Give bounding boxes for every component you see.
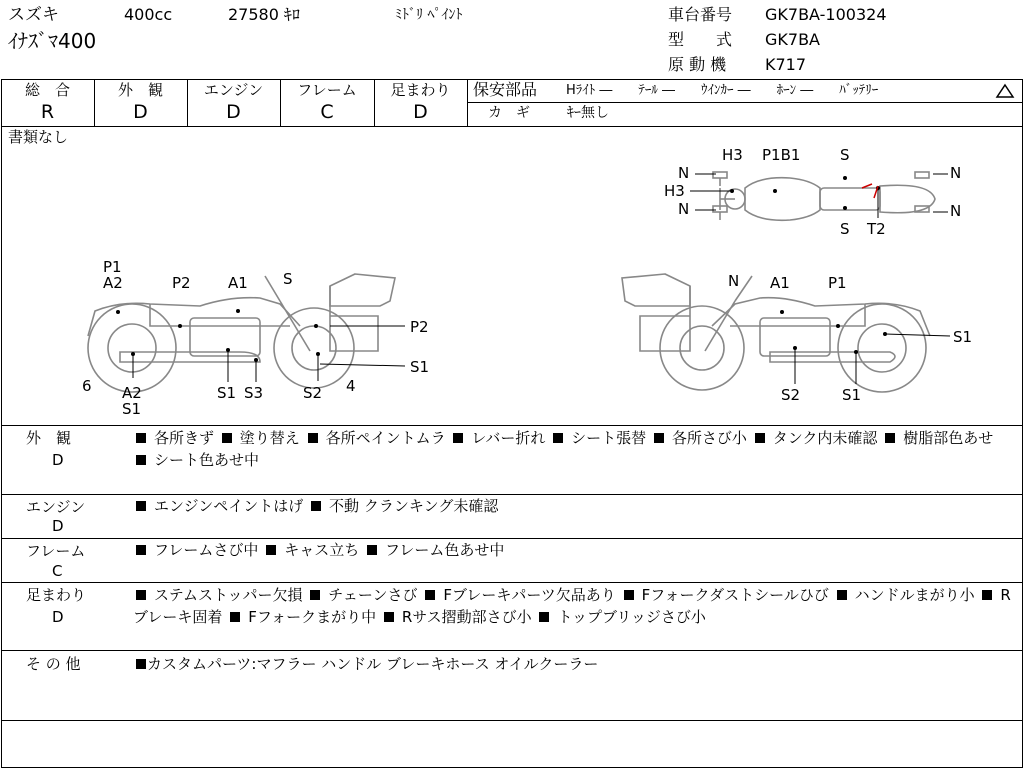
defect-item: 塗り替え bbox=[239, 429, 300, 447]
defect-item: キャス立ち bbox=[284, 541, 360, 559]
bullet-square-icon bbox=[654, 433, 664, 443]
grade-engine-label: エンジン bbox=[203, 81, 264, 99]
grade-overall-label: 総 合 bbox=[24, 81, 70, 99]
frame-no-label: 車台番号 bbox=[668, 5, 733, 24]
section-label: 足まわり bbox=[26, 586, 87, 604]
section-items bbox=[133, 539, 1013, 561]
section-label: 外 観 bbox=[26, 429, 72, 447]
label-t2: T2 bbox=[867, 220, 886, 238]
defect-item: フレーム色あせ中 bbox=[384, 541, 505, 559]
label-h3: H3 bbox=[664, 182, 685, 200]
bullet-square-icon bbox=[539, 612, 549, 622]
defect-item: チェーンさび bbox=[328, 586, 418, 604]
defect-item: Fフォークダストシールひび bbox=[641, 586, 829, 604]
defect-item: Rブレーキ固着 bbox=[133, 586, 1011, 626]
label-4: 4 bbox=[346, 377, 356, 395]
bullet-square-icon bbox=[136, 455, 146, 465]
section-label: エンジン bbox=[26, 498, 86, 516]
label-a2: A2 bbox=[103, 274, 123, 292]
label-s: S bbox=[840, 146, 850, 164]
label-p2: P2 bbox=[172, 274, 191, 292]
defect-item: 不動 クランキング未確認 bbox=[329, 497, 499, 515]
key-label: カ ギ bbox=[488, 105, 530, 121]
bullet-square-icon bbox=[308, 433, 318, 443]
label-s1: S1 bbox=[217, 384, 237, 402]
section-items bbox=[133, 584, 1013, 628]
label-n: N bbox=[728, 272, 740, 290]
label-n: N bbox=[678, 200, 690, 218]
bullet-square-icon bbox=[384, 612, 394, 622]
type-value: GK7BA bbox=[765, 30, 820, 49]
label-s1: S1 bbox=[122, 400, 142, 418]
safety-label: 保安部品 bbox=[473, 80, 538, 99]
bullet-square-icon bbox=[367, 545, 377, 555]
label-s: S bbox=[840, 220, 850, 238]
defect-item: カスタムパーツ:マフラー ハンドル ブレーキホース オイルクーラー bbox=[147, 655, 599, 673]
grade-frame-label: フレーム bbox=[297, 81, 357, 99]
top-view-drawing bbox=[713, 172, 935, 220]
label-n: N bbox=[678, 164, 690, 182]
frame-no: GK7BA-100324 bbox=[765, 5, 887, 24]
grade-exterior-value: D bbox=[133, 101, 148, 123]
bullet-square-icon bbox=[837, 590, 847, 600]
bullet-square-icon bbox=[136, 545, 146, 555]
label-s1: S1 bbox=[410, 358, 430, 376]
key-value: ｷｰ無し bbox=[567, 105, 609, 121]
section-grade: D bbox=[52, 608, 64, 626]
type-label: 型 式 bbox=[668, 30, 733, 49]
grade-suspension-label: 足まわり bbox=[390, 81, 451, 99]
label-h3: H3 bbox=[722, 146, 743, 164]
section-grade: D bbox=[52, 451, 64, 469]
label-n: N bbox=[950, 164, 962, 182]
bullet-square-icon bbox=[311, 501, 321, 511]
grade-suspension-value: D bbox=[413, 101, 428, 123]
bullet-square-icon bbox=[136, 659, 146, 669]
mileage: 27580 ｷﾛ bbox=[228, 5, 300, 24]
engine-label: 原 動 機 bbox=[668, 55, 727, 74]
label-p1: P1 bbox=[103, 258, 122, 276]
safety-items: Hﾗｲﾄ ― ﾃｰﾙ ― ｳｲﾝｶｰ ― ﾎｰﾝ ― ﾊﾞｯﾃﾘｰ bbox=[566, 83, 879, 98]
section-items bbox=[133, 427, 1013, 471]
bullet-square-icon bbox=[222, 433, 232, 443]
defect-item: 各所さび小 bbox=[671, 429, 747, 447]
label-s1: S1 bbox=[842, 386, 862, 404]
bullet-square-icon bbox=[230, 612, 240, 622]
defect-item: トップブリッジさび小 bbox=[557, 608, 706, 626]
label-a1: A1 bbox=[770, 274, 790, 292]
section-label: フレーム bbox=[26, 542, 86, 560]
label-a2: A2 bbox=[122, 384, 142, 402]
label-a1: A1 bbox=[228, 274, 248, 292]
defect-item: Rサス摺動部さび小 bbox=[401, 608, 532, 626]
section-grade: D bbox=[52, 517, 64, 535]
section-items bbox=[133, 653, 1013, 675]
motorcycle-diagram bbox=[0, 126, 1024, 426]
bullet-square-icon bbox=[136, 501, 146, 511]
bullet-square-icon bbox=[266, 545, 276, 555]
defect-item: レバー折れ bbox=[471, 429, 546, 447]
defect-item: ハンドルまがり小 bbox=[854, 586, 975, 604]
label-s1: S1 bbox=[953, 328, 973, 346]
label-p1b1: P1B1 bbox=[762, 146, 801, 164]
defect-item: Fフォークまがり中 bbox=[248, 608, 377, 626]
defect-item: Fブレーキパーツ欠品あり bbox=[443, 586, 616, 604]
label-s3: S3 bbox=[244, 384, 264, 402]
defect-item: ステムストッパー欠損 bbox=[154, 586, 303, 604]
engine-value: K717 bbox=[765, 55, 807, 74]
docs-note: 書類なし bbox=[8, 128, 69, 146]
bullet-square-icon bbox=[136, 590, 146, 600]
bullet-square-icon bbox=[425, 590, 435, 600]
section-items bbox=[133, 495, 1013, 517]
bullet-square-icon bbox=[136, 433, 146, 443]
defect-item: 樹脂部色あせ bbox=[903, 429, 994, 447]
section-grade: C bbox=[52, 562, 63, 580]
bullet-square-icon bbox=[755, 433, 765, 443]
section-label: そ の 他 bbox=[26, 655, 81, 673]
label-n: N bbox=[950, 202, 962, 220]
defect-item: 各所きず bbox=[154, 429, 215, 447]
defect-item: タンク内未確認 bbox=[772, 429, 878, 447]
bullet-square-icon bbox=[885, 433, 895, 443]
label-s: S bbox=[283, 270, 293, 288]
defect-item: シート張替 bbox=[571, 429, 647, 447]
defect-item: シート色あせ中 bbox=[154, 451, 260, 469]
grade-frame-value: C bbox=[320, 101, 334, 123]
defect-item: エンジンペイントはげ bbox=[154, 497, 304, 515]
grade-overall-value: R bbox=[40, 101, 55, 123]
label-p2: P2 bbox=[410, 318, 429, 336]
label-p1: P1 bbox=[828, 274, 847, 292]
color: ﾐﾄﾞﾘ ﾍﾟｲﾝﾄ bbox=[395, 7, 463, 23]
maker: スズキ bbox=[8, 5, 59, 25]
label-s2: S2 bbox=[303, 384, 323, 402]
defect-item: フレームさび中 bbox=[154, 541, 259, 559]
label-6: 6 bbox=[82, 377, 92, 395]
label-s2: S2 bbox=[781, 386, 801, 404]
defect-item: 各所ペイントムラ bbox=[325, 429, 446, 447]
bullet-square-icon bbox=[624, 590, 634, 600]
model-name: ｲﾅｽﾞﾏ400 bbox=[8, 29, 97, 53]
displacement: 400cc bbox=[124, 5, 173, 24]
warning-triangle-icon bbox=[995, 83, 1015, 99]
bullet-square-icon bbox=[310, 590, 320, 600]
bullet-square-icon bbox=[982, 590, 992, 600]
bullet-square-icon bbox=[553, 433, 563, 443]
grade-exterior-label: 外 観 bbox=[117, 81, 163, 99]
grade-engine-value: D bbox=[226, 101, 241, 123]
bullet-square-icon bbox=[453, 433, 463, 443]
